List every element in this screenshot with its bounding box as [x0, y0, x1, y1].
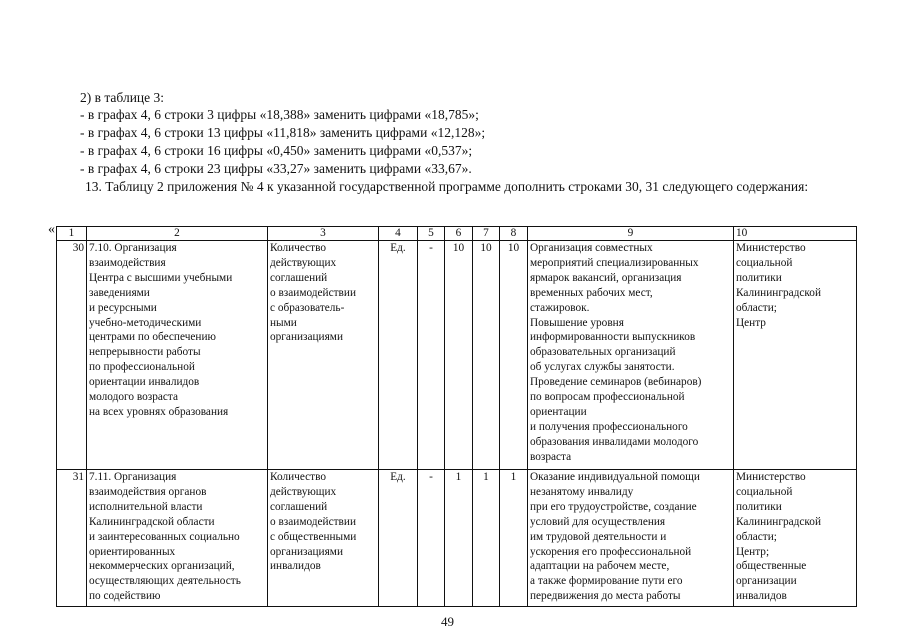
cell-text-line: при его трудоустройстве, создание — [530, 500, 697, 513]
cell-text-line: ными — [270, 316, 297, 329]
cell-text-line: Министерство — [736, 471, 806, 483]
header-col-5: 5 — [418, 227, 445, 241]
cell-text-line: с образователь- — [270, 301, 345, 314]
cell-text-line: о взаимодействии — [270, 286, 356, 299]
unit-cell: Ед. — [379, 470, 418, 607]
cell-text-line: социальной — [736, 256, 793, 269]
cell-text-line: с общественными — [270, 530, 357, 543]
cell-text-line: Организация совместных — [530, 242, 653, 254]
cell-text-line: образования инвалидами молодого — [530, 435, 699, 448]
cell-text-line: Оказание индивидуальной помощи — [530, 471, 700, 483]
cell-text-line: взаимодействия органов — [89, 485, 207, 498]
executor-cell — [734, 470, 857, 607]
table-row — [57, 470, 857, 607]
cell-text-line: возраста — [530, 450, 572, 463]
cell-text-line: инвалидов — [270, 560, 321, 573]
cell-text-line: по содействию — [89, 590, 161, 603]
row-number: 31 — [57, 470, 87, 607]
section-13-paragraph: 13. Таблицу 2 приложения № 4 к указанной государственной программе дополнить строками 30, 31 следующего содержания: — [85, 179, 809, 194]
cell-text-line: Калининградской области — [89, 515, 215, 528]
cell-text-line: политики — [736, 500, 782, 513]
cell-text-line: образовательных организаций — [530, 346, 676, 359]
executor-cell — [734, 241, 857, 470]
cell-text-line: адаптации на рабочем месте, — [530, 560, 670, 573]
header-col-1: 1 — [57, 227, 87, 241]
cell-text-line: социальной — [736, 485, 793, 498]
cell-text-line: Проведение семинаров (вебинаров) — [530, 376, 702, 389]
indicator-cell — [268, 470, 379, 607]
value-col-6: 10 — [445, 241, 473, 470]
header-col-3: 3 — [268, 227, 379, 241]
cell-text-line: действующих — [270, 485, 337, 498]
amendment-line-4: - в графах 4, 6 строки 16 цифры «0,450» заменить цифрами «0,537»; — [80, 143, 473, 158]
cell-text-line: передвижения до места работы — [530, 590, 681, 603]
header-col-10: 10 — [734, 227, 857, 241]
cell-text-line: исполнительной власти — [89, 500, 203, 513]
cell-text-line: области; — [736, 530, 777, 543]
cell-text-line: действующих — [270, 256, 337, 269]
cell-text-line: ярмарок вакансий, организация — [530, 271, 682, 284]
cell-text-line: соглашений — [270, 271, 328, 284]
cell-text-line: о взаимодействии — [270, 515, 356, 528]
cell-text-line: по вопросам профессиональной — [530, 391, 685, 404]
cell-text-line: стажировок. — [530, 301, 590, 314]
cell-text-line: мероприятий специализированных — [530, 256, 699, 269]
cell-text-line: а также формирование пути его — [530, 575, 683, 588]
header-col-7: 7 — [473, 227, 500, 241]
table-row — [57, 241, 857, 470]
amendment-line-5: - в графах 4, 6 строки 23 цифры «33,27» заменить цифрами «33,67». — [80, 161, 472, 176]
cell-text-line: области; — [736, 301, 777, 314]
cell-text-line: инвалидов — [736, 590, 787, 603]
cell-text-line: ориентации — [530, 405, 587, 418]
cell-text-line: Министерство — [736, 242, 806, 254]
amendment-line-3: - в графах 4, 6 строки 13 цифры «11,818» заменить цифрами «12,128»; — [80, 125, 486, 140]
amendment-line-2: - в графах 4, 6 строки 3 цифры «18,388» заменить цифрами «18,785»; — [80, 107, 479, 122]
cell-text-line: общественные — [736, 560, 807, 573]
page-number: 49 — [441, 614, 454, 629]
cell-text-line: по профессиональной — [89, 361, 195, 374]
cell-text-line: молодого возраста — [89, 391, 178, 404]
cell-text-line: им трудовой деятельности и — [530, 530, 667, 543]
cell-text-line: Повышение уровня — [530, 316, 624, 329]
header-col-2: 2 — [87, 227, 268, 241]
cell-text-line: условий для осуществления — [530, 515, 666, 528]
value-col-5: - — [418, 241, 445, 470]
cell-text-line: Центр — [736, 316, 766, 329]
cell-text-line: незанятому инвалиду — [530, 485, 634, 498]
cell-text-line: осуществляющих деятельность — [89, 575, 241, 588]
value-col-7: 1 — [473, 470, 500, 607]
table-header-row — [57, 227, 857, 241]
cell-text-line: ориентации инвалидов — [89, 376, 200, 389]
header-col-6: 6 — [445, 227, 473, 241]
program-table — [56, 226, 857, 607]
cell-text-line: заведениями — [89, 286, 150, 299]
opening-quote: « — [48, 222, 55, 237]
header-col-9: 9 — [528, 227, 734, 241]
amendment-line-1: 2) в таблице 3: — [80, 90, 165, 105]
cell-text-line: соглашений — [270, 500, 328, 513]
activity-name-cell — [87, 470, 268, 607]
cell-text-line: организациями — [270, 545, 343, 558]
cell-text-line: 7.10. Организация — [89, 242, 177, 254]
cell-text-line: информированности выпускников — [530, 331, 696, 344]
cell-text-line: Количество — [270, 242, 326, 254]
cell-text-line: политики — [736, 271, 782, 284]
value-col-6: 1 — [445, 470, 473, 607]
cell-text-line: ускорения его профессиональной — [530, 545, 692, 558]
value-col-5: - — [418, 470, 445, 607]
cell-text-line: ориентированных — [89, 545, 176, 558]
cell-text-line: Калининградской — [736, 515, 821, 528]
cell-text-line: организации — [736, 575, 797, 588]
cell-text-line: на всех уровнях образования — [89, 405, 229, 418]
cell-text-line: непрерывности работы — [89, 346, 201, 359]
cell-text-line: Центра с высшими учебными — [89, 271, 233, 284]
cell-text-line: взаимодействия — [89, 256, 166, 269]
header-col-4: 4 — [379, 227, 418, 241]
row-number: 30 — [57, 241, 87, 470]
cell-text-line: некоммерческих организаций, — [89, 560, 235, 573]
header-col-8: 8 — [500, 227, 528, 241]
cell-text-line: организациями — [270, 331, 343, 344]
description-cell — [528, 241, 734, 470]
cell-text-line: и получения профессионального — [530, 420, 688, 433]
value-col-8: 1 — [500, 470, 528, 607]
description-cell — [528, 470, 734, 607]
cell-text-line: 7.11. Организация — [89, 471, 177, 483]
cell-text-line: Центр; — [736, 545, 770, 558]
cell-text-line: об услугах службы занятости. — [530, 361, 675, 374]
value-col-7: 10 — [473, 241, 500, 470]
activity-name-cell — [87, 241, 268, 470]
cell-text-line: и заинтересованных социально — [89, 530, 240, 543]
value-col-8: 10 — [500, 241, 528, 470]
cell-text-line: учебно-методическими — [89, 316, 202, 329]
cell-text-line: центрами по обеспечению — [89, 331, 216, 344]
cell-text-line: временных рабочих мест, — [530, 286, 653, 299]
cell-text-line: и ресурсными — [89, 301, 157, 314]
cell-text-line: Калининградской — [736, 286, 821, 299]
cell-text-line: Количество — [270, 471, 326, 483]
unit-cell: Ед. — [379, 241, 418, 470]
indicator-cell — [268, 241, 379, 470]
